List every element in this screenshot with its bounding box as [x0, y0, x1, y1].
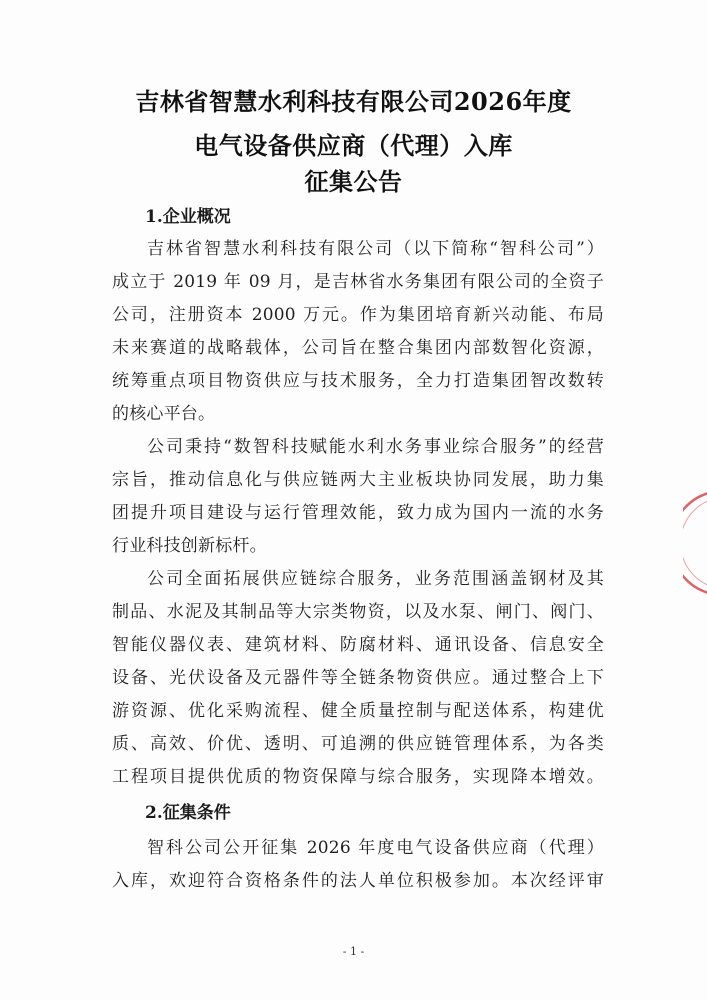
paragraph-line: 智能仪器仪表、建筑材料、防腐材料、通讯设备、信息安全 [112, 635, 604, 655]
section-2-heading: 2.征集条件 [145, 803, 231, 823]
paragraph-line: 行业科技创新标杆。 [112, 536, 267, 556]
paragraph-line: 吉林省智慧水利科技有限公司（以下简称“智科公司”） [147, 239, 604, 259]
paragraph-line: 公司秉持“数智科技赋能水利水务事业综合服务”的经营 [147, 437, 604, 457]
paragraph-line: 统筹重点项目物资供应与技术服务，全力打造集团智改数转 [112, 371, 604, 391]
title-line-2: 电气设备供应商（代理）入库 [194, 131, 513, 160]
paragraph-line: 宗旨，推动信息化与供应链两大主业板块协同发展，助力集 [112, 470, 604, 490]
paragraph-line: 智科公司公开征集 2026 年度电气设备供应商（代理） [147, 838, 604, 858]
paragraph-line: 公司，注册资本 2000 万元。作为集团培育新兴动能、布局 [112, 305, 604, 325]
title-line-3: 征集公告 [304, 167, 403, 196]
page-number: - 1 - [342, 945, 365, 958]
paragraph-line: 团提升项目建设与运行管理效能，致力成为国内一流的水务 [112, 503, 604, 523]
paragraph-line: 游资源、优化采购流程、健全质量控制与配送体系，构建优 [112, 701, 604, 721]
title-line-1: 吉林省智慧水利科技有限公司2026年度 [135, 87, 572, 116]
paragraph-line: 未来赛道的战略载体，公司旨在整合集团内部数智化资源， [112, 338, 604, 358]
paragraph-line: 入库，欢迎符合资格条件的法人单位积极参加。本次经评审 [112, 871, 604, 891]
seal-stamp-icon [683, 488, 707, 598]
paragraph-line: 成立于 2019 年 09 月，是吉林省水务集团有限公司的全资子 [112, 272, 604, 292]
paragraph-line: 工程项目提供优质的物资保障与综合服务，实现降本增效。 [112, 767, 604, 787]
paragraph-line: 设备、光伏设备及元器件等全链条物资供应。通过整合上下 [112, 668, 604, 688]
paragraph-line: 制品、水泥及其制品等大宗类物资，以及水泵、闸门、阀门、 [112, 602, 604, 622]
paragraph-line: 质、高效、价优、透明、可追溯的供应链管理体系，为各类 [112, 734, 604, 754]
section-1-heading: 1.企业概况 [145, 207, 231, 227]
paragraph-line: 公司全面拓展供应链综合服务，业务范围涵盖钢材及其 [147, 569, 604, 589]
paragraph-line: 的核心平台。 [112, 404, 216, 424]
